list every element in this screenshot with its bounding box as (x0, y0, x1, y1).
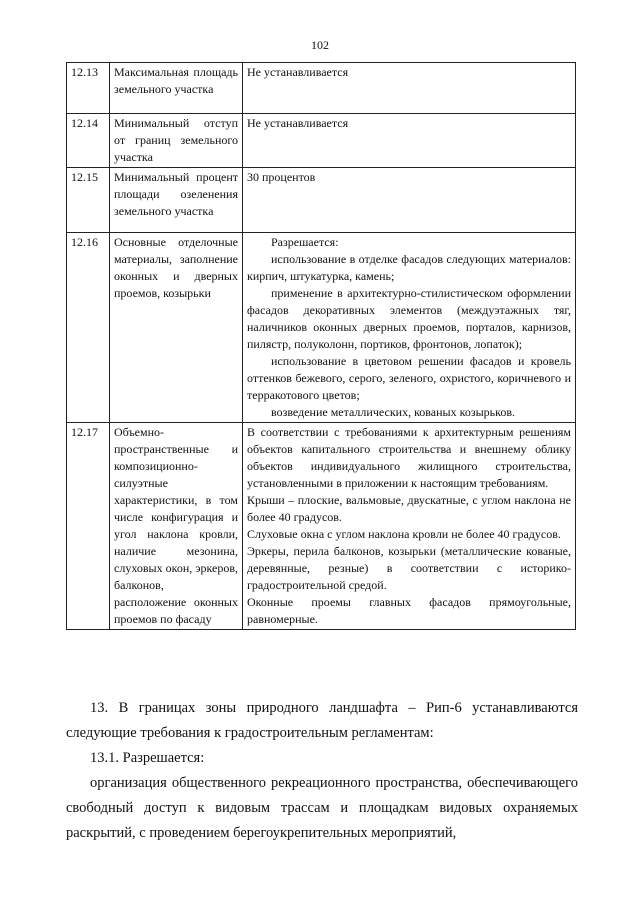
table-row (67, 423, 576, 630)
row-number: 12.14 (67, 114, 110, 168)
parameter-value (243, 233, 576, 423)
value-line: В соответствии с требованиями к архитектурным решениям объектов капитального строительства и внешнему облику объектов индивидуального жилищного строительства, установленными в приложении к настоящим требованиям. (247, 425, 571, 490)
body-text (66, 696, 578, 846)
parameter-value (243, 114, 576, 168)
parameter-value (243, 63, 576, 114)
parameter-value (243, 423, 576, 630)
value-line: Слуховые окна с углом наклона кровли не более 40 градусов. (247, 527, 561, 541)
value-line: Не устанавливается (247, 65, 349, 79)
value-line: возведение металлических, кованых козырьков. (271, 405, 515, 419)
table-row (67, 114, 576, 168)
paragraph: 13.1. Разрешается: (90, 750, 205, 766)
table-row (67, 233, 576, 423)
row-number: 12.17 (67, 423, 110, 630)
paragraph: организация общественного рекреационного пространства, обеспечивающего свободный доступ к видовым трассам и площадкам видовых охраняемых раскрытий, с проведением берегоукрепительных мероприятий, (66, 775, 578, 841)
value-line: Разрешается: (271, 235, 339, 249)
value-line: использование в цветовом решении фасадов и кровель оттенков бежевого, серого, зеленого, охристого, коричневого и терракотового цветов; (247, 354, 571, 402)
parameter-name: Объемно-пространственные и композиционно-силуэтные характеристики, в том числе конфигурация и угол наклона кровли, наличие мезонина, слуховых окон, эркеров, балконов, расположение оконных проемов по фасаду (110, 423, 243, 630)
row-number: 12.15 (67, 168, 110, 233)
parameter-value (243, 168, 576, 233)
parameter-name: Минимальный процент площади озеленения земельного участка (110, 168, 243, 233)
parameter-name: Максимальная площадь земельного участка (110, 63, 243, 114)
value-line: применение в архитектурно-стилистическом оформлении фасадов декоративных элементов (междуэтажных тяг, наличников оконных дверных проемов, порталов, карнизов, пилястр, полуколонн, портиков, фронтонов, лопаток); (247, 286, 571, 351)
value-line: 30 процентов (247, 170, 316, 184)
row-number: 12.13 (67, 63, 110, 114)
paragraph: 13. В границах зоны природного ландшафта – Рип-6 устанавливаются следующие требования к градостроительным регламентам: (66, 700, 578, 741)
value-line: Не устанавливается (247, 116, 349, 130)
value-line: Оконные проемы главных фасадов прямоугольные, равномерные. (247, 595, 571, 626)
value-line: Эркеры, перила балконов, козырьки (металлические кованые, деревянные, резные) в соответствии с историко-градостроительной средой. (247, 544, 571, 592)
row-number: 12.16 (67, 233, 110, 423)
table-row (67, 63, 576, 114)
page-number: 102 (311, 38, 329, 52)
regulations-table (66, 62, 576, 630)
parameter-name: Основные отделочные материалы, заполнение оконных и дверных проемов, козырьки (110, 233, 243, 423)
value-line: использование в отделке фасадов следующих материалов: кирпич, штукатурка, камень; (247, 252, 571, 283)
value-line: Крыши – плоские, вальмовые, двускатные, с углом наклона не более 40 градусов. (247, 493, 571, 524)
parameter-name: Минимальный отступ от границ земельного участка (110, 114, 243, 168)
table-row (67, 168, 576, 233)
